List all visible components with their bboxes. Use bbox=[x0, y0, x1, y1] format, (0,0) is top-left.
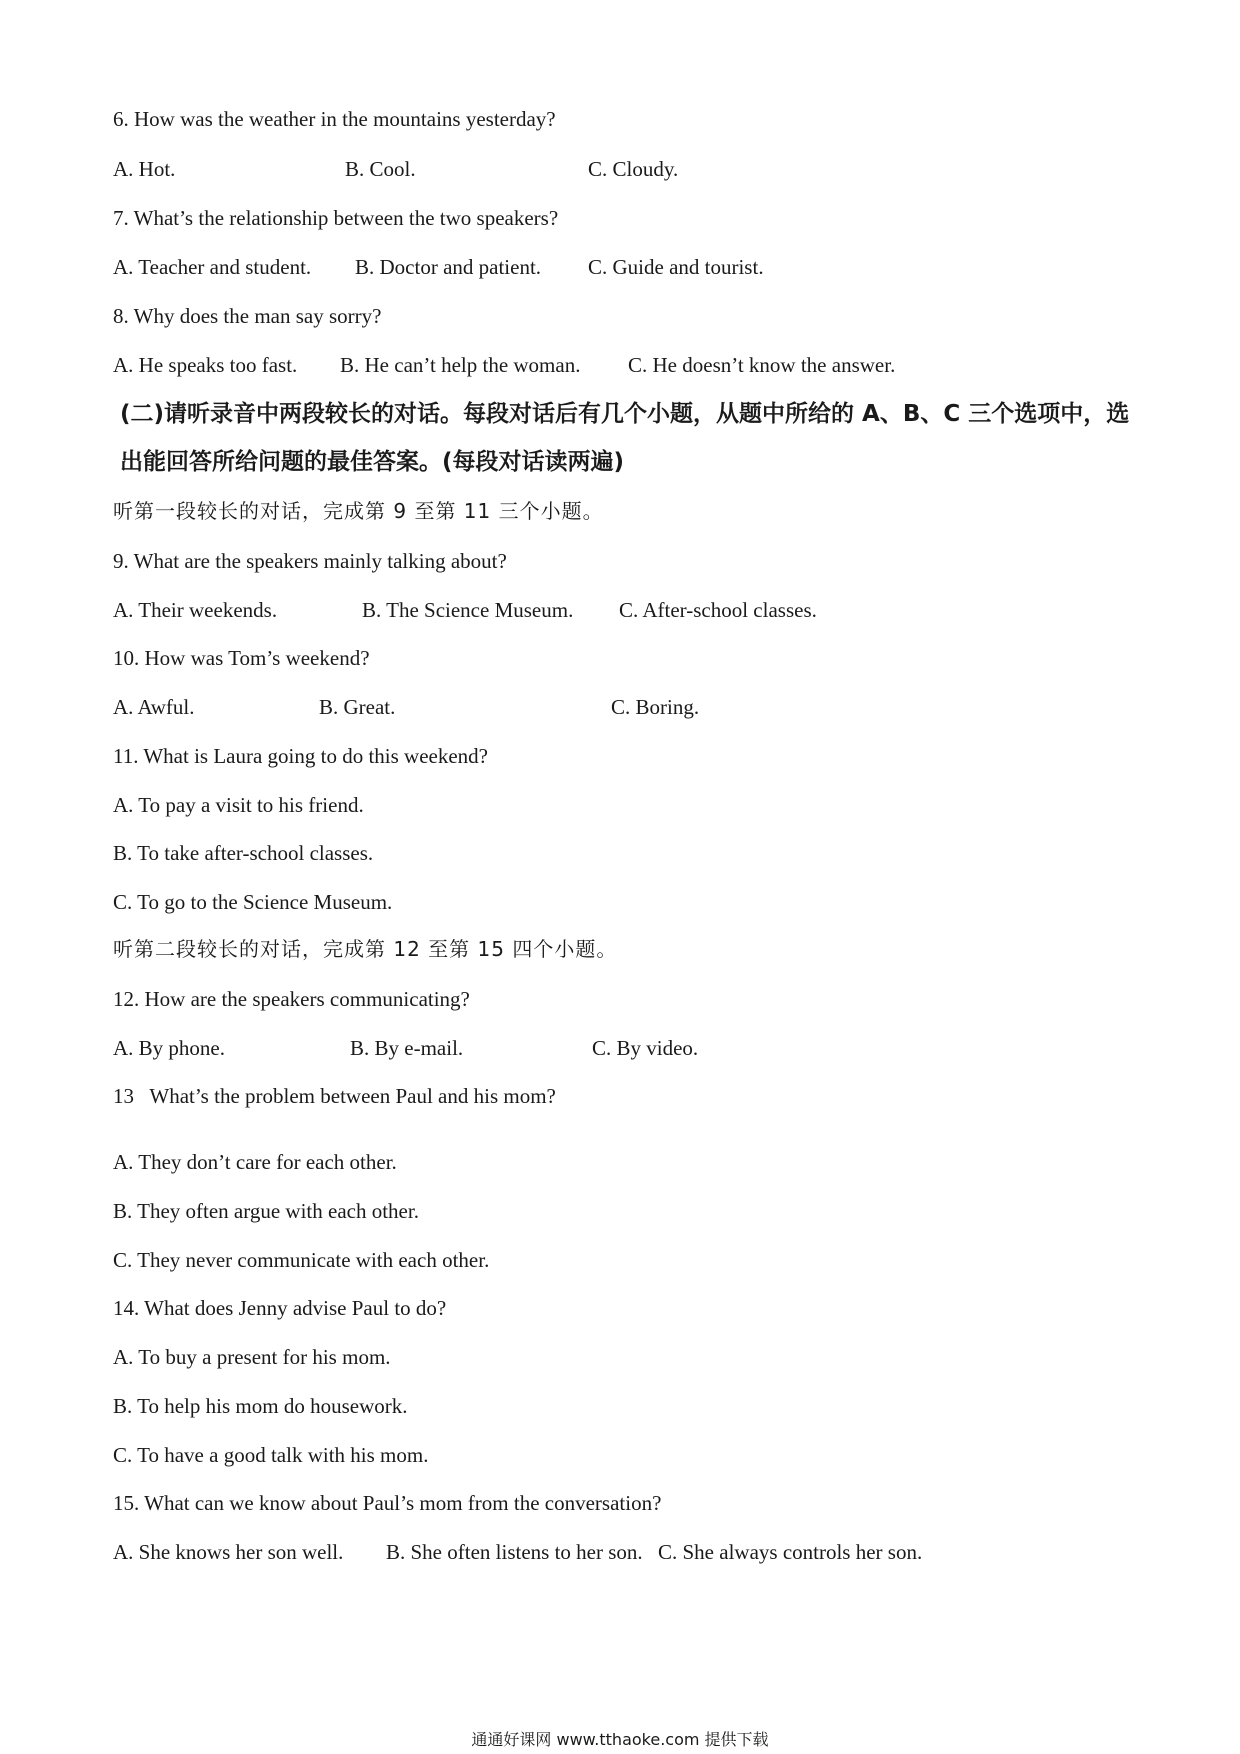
dialogue-1-intro: 听第一段较长的对话，完成第 9 至第 11 三个小题。 bbox=[113, 499, 604, 523]
question-14-option-c: C. To have a good talk with his mom. bbox=[113, 1443, 429, 1467]
question-12-option-c: C. By video. bbox=[592, 1036, 699, 1060]
question-12-option-a: A. By phone. bbox=[113, 1036, 225, 1060]
question-9-option-b: B. The Science Museum. bbox=[362, 598, 574, 622]
question-10-option-a: A. Awful. bbox=[113, 695, 195, 719]
question-14-stem: 14. What does Jenny advise Paul to do? bbox=[113, 1296, 447, 1320]
question-13-option-a: A. They don’t care for each other. bbox=[113, 1150, 397, 1174]
question-10-option-c: C. Boring. bbox=[611, 695, 700, 719]
question-13-stem: 13 What’s the problem between Paul and his mom? bbox=[113, 1084, 556, 1108]
question-15-option-b: B. She often listens to her son. bbox=[386, 1540, 643, 1564]
question-14-option-b: B. To help his mom do housework. bbox=[113, 1394, 408, 1418]
question-10-option-b: B. Great. bbox=[319, 695, 396, 719]
question-12-option-b: B. By e-mail. bbox=[350, 1036, 464, 1060]
question-8-stem: 8. Why does the man say sorry? bbox=[113, 304, 382, 328]
question-14-option-a: A. To buy a present for his mom. bbox=[113, 1345, 391, 1369]
question-8-option-c: C. He doesn’t know the answer. bbox=[628, 353, 896, 377]
question-7-option-a: A. Teacher and student. bbox=[113, 255, 312, 279]
question-9-stem: 9. What are the speakers mainly talking about? bbox=[113, 549, 507, 573]
question-6-stem: 6. How was the weather in the mountains yesterday? bbox=[113, 107, 556, 131]
question-11-option-b: B. To take after-school classes. bbox=[113, 841, 374, 865]
question-6-option-a: A. Hot. bbox=[113, 157, 176, 181]
question-11-option-a: A. To pay a visit to his friend. bbox=[113, 793, 364, 817]
section-2-heading: (二)请听录音中两段较长的对话。每段对话后有几个小题，从题中所给的 A、B、C 三个选项中，选出能回答所给问题的最佳答案。(每段对话读两遍) bbox=[120, 401, 1130, 475]
question-7-stem: 7. What’s the relationship between the two speakers? bbox=[113, 206, 559, 230]
question-8-option-a: A. He speaks too fast. bbox=[113, 353, 298, 377]
question-9-option-a: A. Their weekends. bbox=[113, 598, 278, 622]
question-6-option-c: C. Cloudy. bbox=[588, 157, 679, 181]
question-15-stem: 15. What can we know about Paul’s mom from the conversation? bbox=[113, 1491, 662, 1515]
question-7-option-c: C. Guide and tourist. bbox=[588, 255, 764, 279]
question-11-stem: 11. What is Laura going to do this weekend? bbox=[113, 744, 488, 768]
question-9-option-c: C. After-school classes. bbox=[619, 598, 817, 622]
question-6-option-b: B. Cool. bbox=[345, 157, 416, 181]
dialogue-2-intro: 听第二段较长的对话，完成第 12 至第 15 四个小题。 bbox=[113, 937, 618, 961]
question-13-option-b: B. They often argue with each other. bbox=[113, 1199, 419, 1223]
question-12-stem: 12. How are the speakers communicating? bbox=[113, 987, 470, 1011]
question-11-option-c: C. To go to the Science Museum. bbox=[113, 890, 393, 914]
footer-source: 通通好课网 www.tthaoke.com 提供下载 bbox=[471, 1730, 769, 1749]
question-15-option-a: A. She knows her son well. bbox=[113, 1540, 344, 1564]
question-10-stem: 10. How was Tom’s weekend? bbox=[113, 646, 370, 670]
question-8-option-b: B. He can’t help the woman. bbox=[340, 353, 581, 377]
question-15-option-c: C. She always controls her son. bbox=[658, 1540, 923, 1564]
question-7-option-b: B. Doctor and patient. bbox=[355, 255, 542, 279]
question-13-option-c: C. They never communicate with each other. bbox=[113, 1248, 490, 1272]
